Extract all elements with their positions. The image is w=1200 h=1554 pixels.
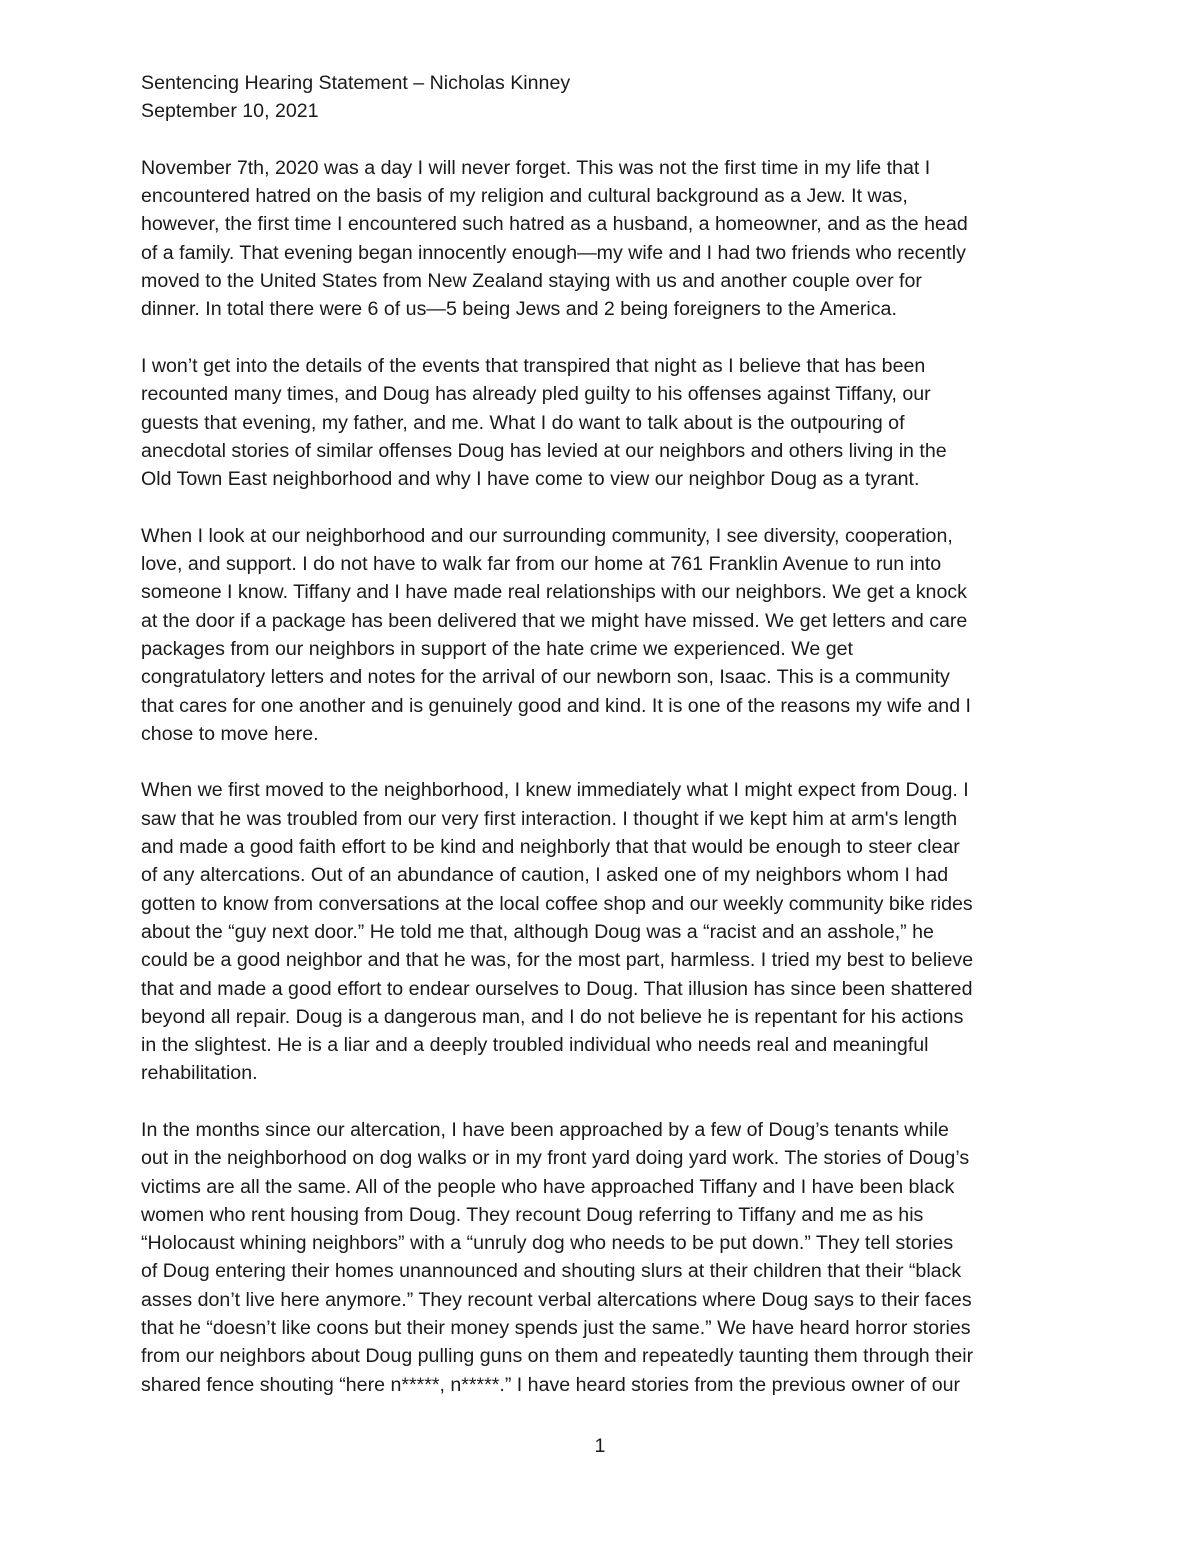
text-line: beyond all repair. Doug is a dangerous man, and I do not believe he is repentant for his actions bbox=[141, 1005, 964, 1028]
text-line: packages from our neighbors in support of the hate crime we experienced. We get bbox=[141, 637, 853, 660]
text-line: encountered hatred on the basis of my religion and cultural background as a Jew. It was, bbox=[141, 185, 908, 208]
text-line: that and made a good effort to endear ourselves to Doug. That illusion has since been shattered bbox=[141, 977, 973, 1000]
text-line: someone I know. Tiffany and I have made real relationships with our neighbors. We get a knock bbox=[141, 581, 967, 604]
text-line: I won’t get into the details of the events that transpired that night as I believe that has been bbox=[141, 354, 926, 377]
text-line: gotten to know from conversations at the local coffee shop and our weekly community bike rides bbox=[141, 892, 973, 915]
paragraphs bbox=[141, 154, 1063, 1399]
text-line: congratulatory letters and notes for the arrival of our newborn son, Isaac. This is a community bbox=[141, 666, 950, 689]
text-line: that he “doesn’t like coons but their money spends just the same.” We have heard horror stories bbox=[141, 1317, 971, 1340]
text-line: victims are all the same. All of the people who have approached Tiffany and I have been black bbox=[141, 1175, 955, 1198]
text-line: could be a good neighbor and that he was, for the most part, harmless. I tried my best to believe bbox=[141, 949, 974, 972]
text-line: however, the first time I encountered such hatred as a husband, a homeowner, and as the head bbox=[141, 213, 968, 236]
page-number: 1 bbox=[594, 1435, 606, 1457]
text-line: November 7th, 2020 was a day I will never forget. This was not the first time in my life that I bbox=[141, 156, 931, 179]
paragraph bbox=[141, 776, 1063, 1087]
text-line: shared fence shouting “here n*****, n*****.” I have heard stories from the previous owner of our bbox=[141, 1373, 961, 1396]
document-body bbox=[141, 69, 1063, 1399]
text-line: recounted many times, and Doug has already pled guilty to his offenses against Tiffany, our bbox=[141, 383, 931, 406]
text-line: saw that he was troubled from our very first interaction. I thought if we kept him at arm's length bbox=[141, 807, 958, 830]
text-line: moved to the United States from New Zealand staying with us and another couple over for bbox=[141, 270, 922, 293]
text-line: “Holocaust whining neighbors” with a “unruly dog who needs to be put down.” They tell stories bbox=[141, 1232, 954, 1255]
text-line: rehabilitation. bbox=[141, 1062, 258, 1085]
text-line: at the door if a package has been delivered that we might have missed. We get letters and care bbox=[141, 609, 968, 632]
text-line: women who rent housing from Doug. They recount Doug referring to Tiffany and me as his bbox=[141, 1203, 924, 1226]
text-line: out in the neighborhood on dog walks or in my front yard doing yard work. The stories of Doug’s bbox=[141, 1147, 970, 1170]
text-line: love, and support. I do not have to walk far from our home at 761 Franklin Avenue to run into bbox=[141, 553, 942, 576]
paragraph bbox=[141, 352, 1063, 493]
text-line: guests that evening, my father, and me. What I do want to talk about is the outpouring of bbox=[141, 411, 905, 434]
text-line: of a family. That evening began innocently enough—my wife and I had two friends who recently bbox=[141, 241, 966, 264]
text-line: Old Town East neighborhood and why I have come to view our neighbor Doug as a tyrant. bbox=[141, 468, 920, 491]
text-line: dinner. In total there were 6 of us—5 being Jews and 2 being foreigners to the America. bbox=[141, 298, 897, 321]
text-line: about the “guy next door.” He told me that, although Doug was a “racist and an asshole,” he bbox=[141, 920, 934, 943]
paragraph bbox=[141, 1116, 1063, 1399]
statement-date: September 10, 2021 bbox=[141, 100, 319, 123]
text-line: In the months since our altercation, I have been approached by a few of Doug’s tenants while bbox=[141, 1118, 949, 1141]
text-line: chose to move here. bbox=[141, 722, 319, 745]
paragraph bbox=[141, 522, 1063, 748]
text-line: of Doug entering their homes unannounced and shouting slurs at their children that their “black bbox=[141, 1260, 962, 1283]
statement-title: Sentencing Hearing Statement – Nicholas Kinney bbox=[141, 72, 571, 94]
text-line: that cares for one another and is genuinely good and kind. It is one of the reasons my wife and I bbox=[141, 694, 971, 717]
text-line: from our neighbors about Doug pulling guns on them and repeatedly taunting them through their bbox=[141, 1345, 974, 1368]
paragraph bbox=[141, 154, 1063, 324]
text-line: anecdotal stories of similar offenses Doug has levied at our neighbors and others living in the bbox=[141, 439, 947, 462]
text-line: of any altercations. Out of an abundance of caution, I asked one of my neighbors whom I had bbox=[141, 864, 949, 887]
text-line: and made a good faith effort to be kind and neighborly that that would be enough to steer clear bbox=[141, 836, 960, 859]
text-line: When we first moved to the neighborhood, I knew immediately what I might expect from Doug. I bbox=[141, 779, 969, 802]
text-line: in the slightest. He is a liar and a deeply troubled individual who needs real and meaningful bbox=[141, 1034, 929, 1057]
text-line: asses don’t live here anymore.” They recount verbal altercations where Doug says to their faces bbox=[141, 1288, 972, 1311]
text-line: When I look at our neighborhood and our surrounding community, I see diversity, cooperation, bbox=[141, 524, 953, 547]
